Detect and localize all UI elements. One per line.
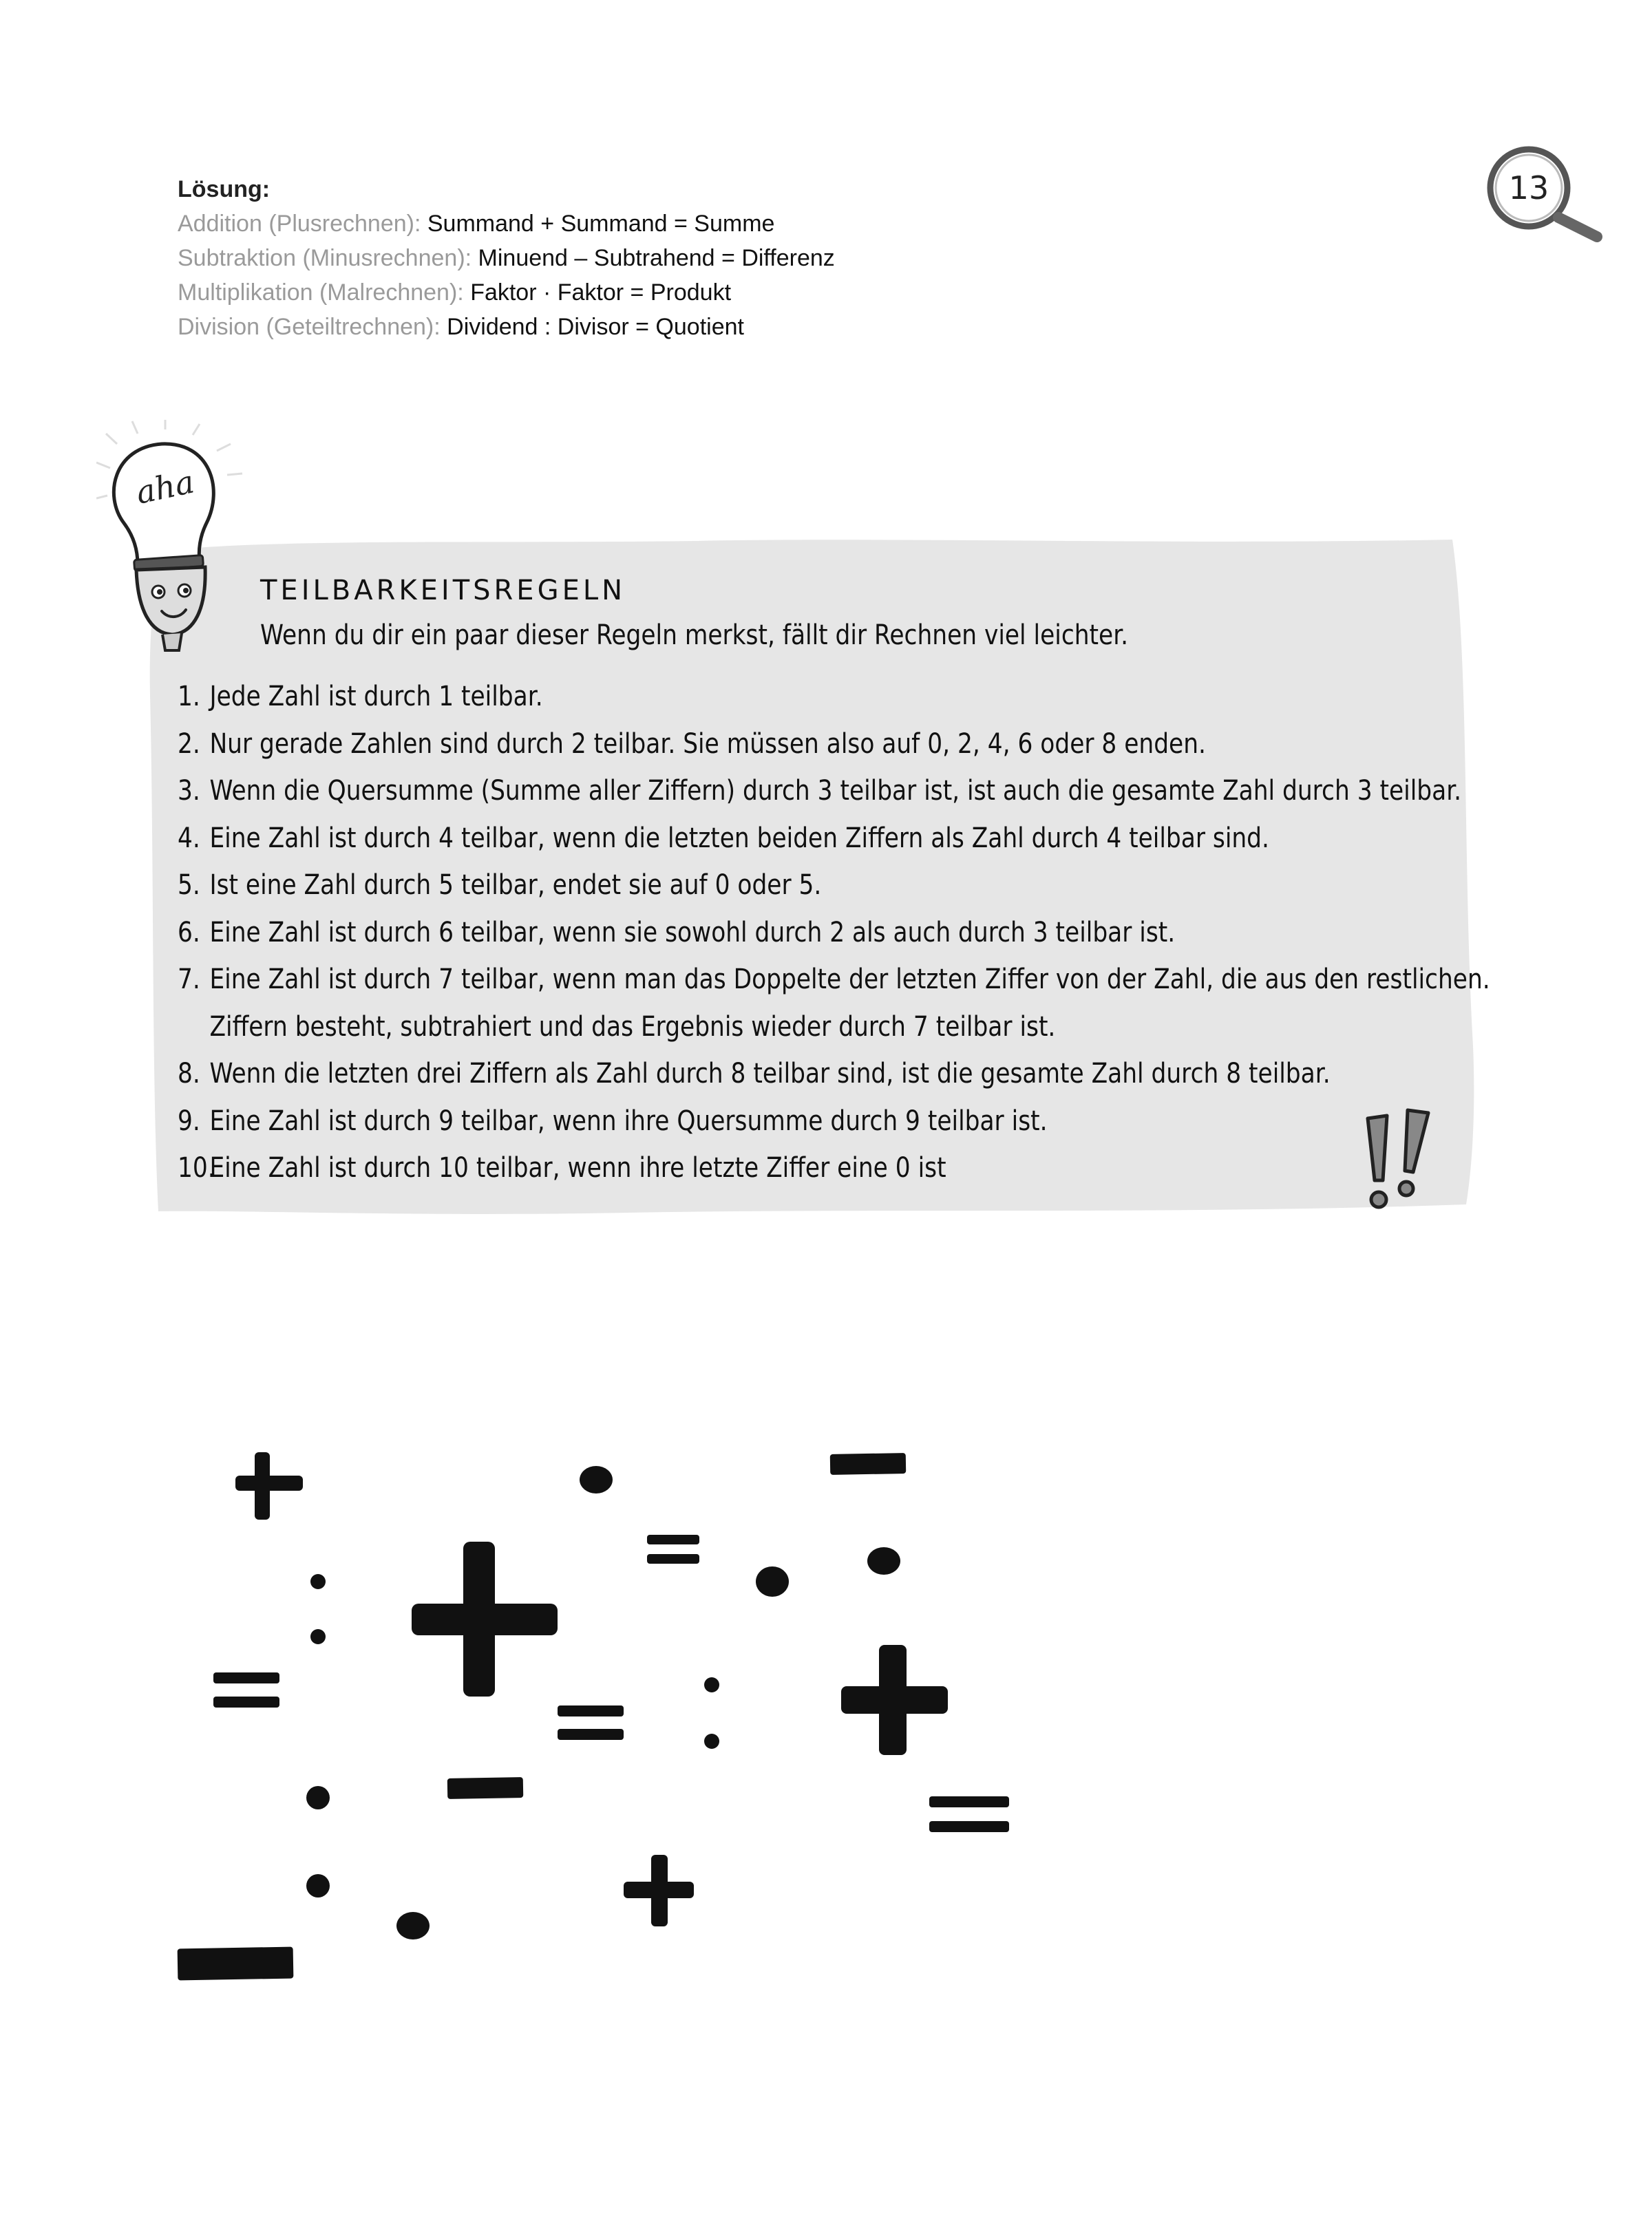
colon-icon (310, 1574, 326, 1644)
rule-item (178, 721, 1485, 768)
rule-item (178, 1050, 1485, 1098)
rule-text: Ist eine Zahl durch 5 teilbar, endet sie auf 0 oder 5. (209, 869, 822, 901)
dot-icon (396, 1912, 430, 1939)
solution-row-addition (178, 206, 1279, 241)
svg-text:aha: aha (132, 463, 198, 511)
rule-text: Jede Zahl ist durch 1 teilbar. (209, 681, 543, 712)
rule-text: Wenn die letzten drei Ziffern als Zahl durch 8 teilbar sind, ist die gesamte Zahl durch 8 teilbar. (209, 1058, 1331, 1090)
rule-item (178, 909, 1485, 957)
equals-icon (558, 1705, 624, 1740)
colon-icon (704, 1677, 719, 1749)
rule-text: Eine Zahl ist durch 9 teilbar, wenn ihre Quersumme durch 9 teilbar ist. (209, 1105, 1048, 1137)
page-number-badge (1487, 146, 1604, 249)
solution-row-multiplication (178, 275, 1279, 310)
exclamation-marks-icon (1359, 1105, 1442, 1215)
rule-number: 6. (178, 916, 200, 948)
dot-icon (756, 1566, 789, 1597)
rule-number: 2. (178, 727, 200, 760)
term-label: Addition (Plusrechnen): (178, 211, 421, 237)
plus-icon (412, 1542, 558, 1697)
dot-icon (867, 1547, 900, 1575)
rule-number: 3. (178, 775, 200, 807)
rules-title: TEILBARKEITSREGELN (260, 575, 626, 606)
formula-text: Minuend – Subtrahend = Differenz (478, 245, 835, 271)
plus-icon (624, 1855, 694, 1926)
term-label: Subtraktion (Minusrechnen): (178, 245, 472, 271)
rule-text: Eine Zahl ist durch 4 teilbar, wenn die letzten beiden Ziffern als Zahl durch 4 teilbar sind. (209, 822, 1269, 854)
rules-list (178, 673, 1490, 1192)
rule-item-continuation (178, 1003, 1485, 1051)
aha-lightbulb-icon (96, 420, 255, 668)
plus-icon (841, 1645, 948, 1755)
minus-icon (830, 1453, 907, 1475)
term-label: Multiplikation (Malrechnen): (178, 279, 464, 306)
rule-text: Eine Zahl ist durch 10 teilbar, wenn ihre letzte Ziffer eine 0 ist (209, 1152, 946, 1184)
minus-icon (178, 1947, 294, 1981)
equals-icon (213, 1672, 279, 1708)
rule-text: Eine Zahl ist durch 6 teilbar, wenn sie sowohl durch 2 als auch durch 3 teilbar ist. (209, 916, 1176, 948)
formula-text: Summand + Summand = Summe (427, 211, 775, 237)
rule-number (178, 1003, 209, 1051)
rule-text: Wenn die Quersumme (Summe aller Ziffern) durch 3 teilbar ist, ist auch die gesamte Zahl durch 3 teilbar. (209, 775, 1462, 807)
rule-number: 5. (178, 869, 200, 901)
rule-number: 4. (178, 822, 200, 854)
rule-item (178, 1145, 1485, 1192)
term-label: Division (Geteiltrechnen): (178, 314, 441, 340)
math-symbols-illustration (0, 1377, 1101, 2030)
rule-text: Eine Zahl ist durch 7 teilbar, wenn man das Doppelte der letzten Ziffer von der Zahl, die aus den restlichen. (209, 964, 1490, 995)
formula-text: Dividend : Divisor = Quotient (447, 314, 744, 340)
rule-number: 1. (178, 681, 200, 712)
minus-icon (447, 1777, 524, 1799)
rule-number: 8. (178, 1058, 200, 1090)
page-number: 13 (1508, 169, 1549, 206)
rule-item (178, 956, 1490, 1003)
solution-section (178, 172, 1279, 344)
solution-row-subtraction (178, 241, 1279, 275)
colon-icon (306, 1874, 330, 1898)
plus-icon (235, 1452, 303, 1520)
rules-intro: Wenn du dir ein paar dieser Regeln merkst, fällt dir Rechnen viel leichter. (260, 619, 1129, 651)
rule-item (178, 862, 1485, 909)
rule-text: Ziffern besteht, subtrahiert und das Ergebnis wieder durch 7 teilbar ist. (209, 1010, 1056, 1043)
equals-icon (647, 1535, 699, 1564)
dot-icon (580, 1466, 613, 1494)
rule-item (178, 767, 1485, 815)
rule-number: 7. (178, 964, 200, 995)
solution-row-division (178, 310, 1279, 344)
rule-text: Nur gerade Zahlen sind durch 2 teilbar. Sie müssen also auf 0, 2, 4, 6 oder 8 enden. (209, 727, 1206, 760)
rule-item (178, 1098, 1485, 1145)
rule-number: 9. (178, 1105, 200, 1137)
formula-text: Faktor · Faktor = Produkt (470, 279, 732, 306)
dot-icon (306, 1786, 330, 1809)
equals-icon (929, 1796, 1009, 1832)
rule-item (178, 673, 1485, 721)
solution-heading: Lösung: (178, 176, 271, 202)
rule-item (178, 815, 1485, 862)
rule-number: 10. (178, 1152, 215, 1184)
